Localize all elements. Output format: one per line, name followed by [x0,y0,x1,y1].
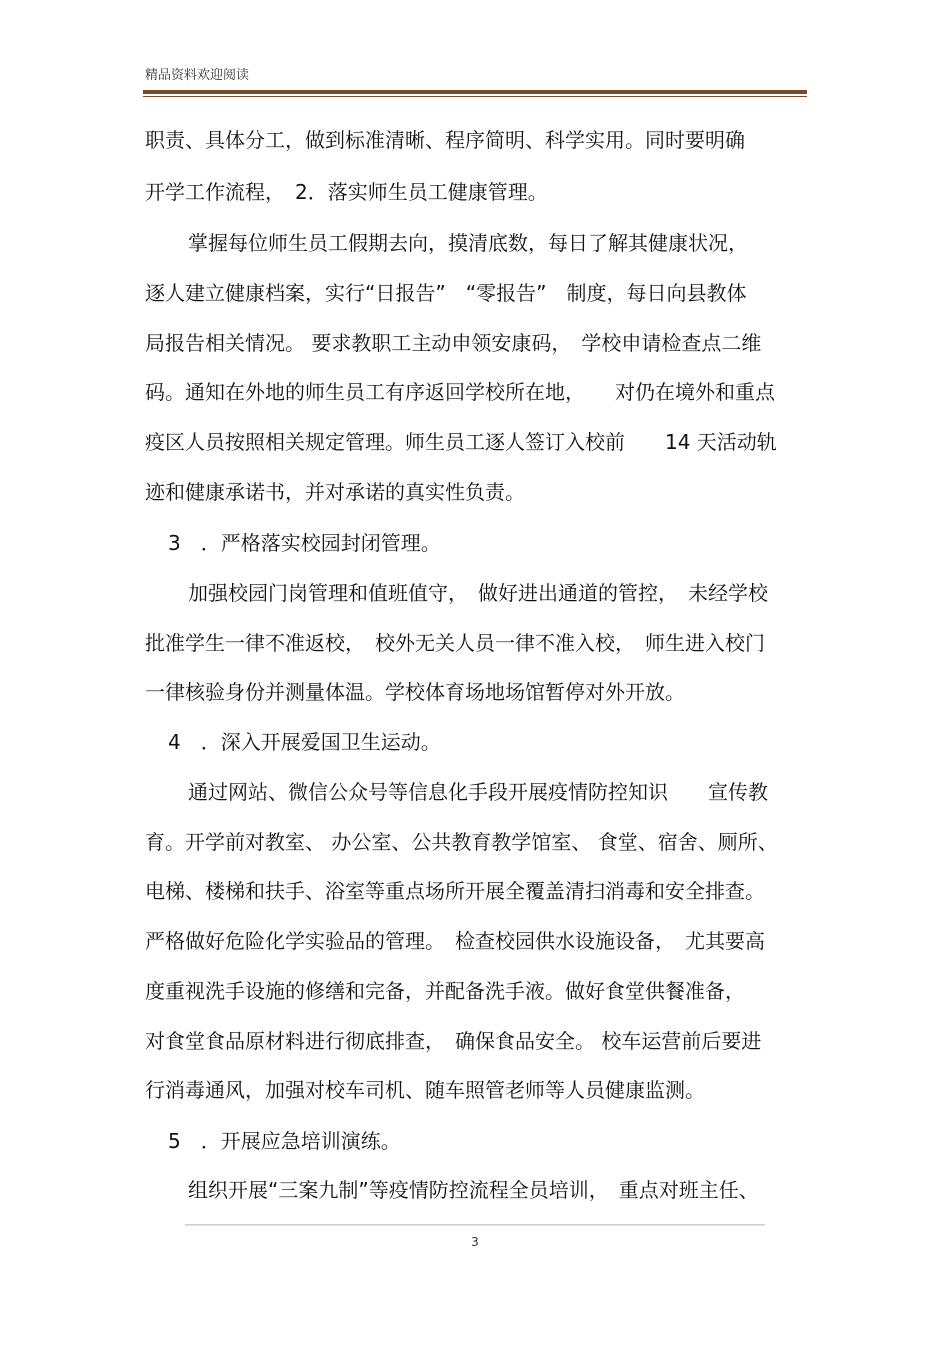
section-heading: 5 ．开展应急培训演练。 [168,1129,401,1153]
text-line: 码。通知在外地的师生员工有序返回学校所在地， 对仍在境外和重点 [145,380,775,404]
text-line: 掌握每位师生员工假期去向，摸清底数，每日了解其健康状况， [188,231,748,255]
text-line: 行消毒通风，加强对校车司机、随车照管老师等人员健康监测。 [145,1078,705,1102]
text-line: 疫区人员按照相关规定管理。师生员工逐人签订入校前 14 天活动轨 [145,430,777,454]
text-line: 批准学生一律不准返校， 校外无关人员一律不准入校， 师生进入校门 [145,631,765,655]
running-header: 精品资料欢迎阅读 [145,68,250,83]
text-line: 组织开展“三案九制”等疫情防控流程全员培训， 重点对班主任、 [188,1178,759,1202]
section-heading: 4 ．深入开展爱国卫生运动。 [168,730,441,754]
footer-rule [185,1224,765,1226]
text-line: 严格做好危险化学实验品的管理。 检查校园供水设施设备， 尤其要高 [145,929,765,953]
text-line: 开学工作流程， 2．落实师生员工健康管理。 [145,180,548,204]
text-line: 对食堂食品原材料进行彻底排查， 确保食品安全。 校车运营前后要进 [145,1029,762,1053]
text-line: 一律核验身份并测量体温。学校体育场地场馆暂停对外开放。 [145,680,685,704]
header-rule-thin [143,96,807,97]
page-number: 3 [471,1235,479,1249]
text-line: 育。开学前对教室、 办公室、公共教育教学馆室、 食堂、宿舍、厕所、 [145,830,778,854]
text-line: 逐人建立健康档案，实行“日报告” “零报告” 制度，每日向县教体 [145,281,747,305]
text-line: 度重视洗手设施的修缮和完备，并配备洗手液。做好食堂供餐准备， [145,979,745,1003]
text-line: 职责、具体分工，做到标准清晰、程序简明、科学实用。同时要明确 [145,128,745,152]
section-heading: 3 ．严格落实校园封闭管理。 [168,531,441,555]
text-line: 加强校园门岗管理和值班值守， 做好进出通道的管控， 未经学校 [188,581,768,605]
text-line: 通过网站、微信公众号等信息化手段开展疫情防控知识 宣传教 [188,780,768,804]
text-line: 迹和健康承诺书，并对承诺的真实性负责。 [145,480,525,504]
header-rule [143,90,807,94]
text-line: 电梯、楼梯和扶手、浴室等重点场所开展全覆盖清扫消毒和安全排查。 [145,879,765,903]
text-line: 局报告相关情况。 要求教职工主动申领安康码， 学校申请检查点二维 [145,331,762,355]
